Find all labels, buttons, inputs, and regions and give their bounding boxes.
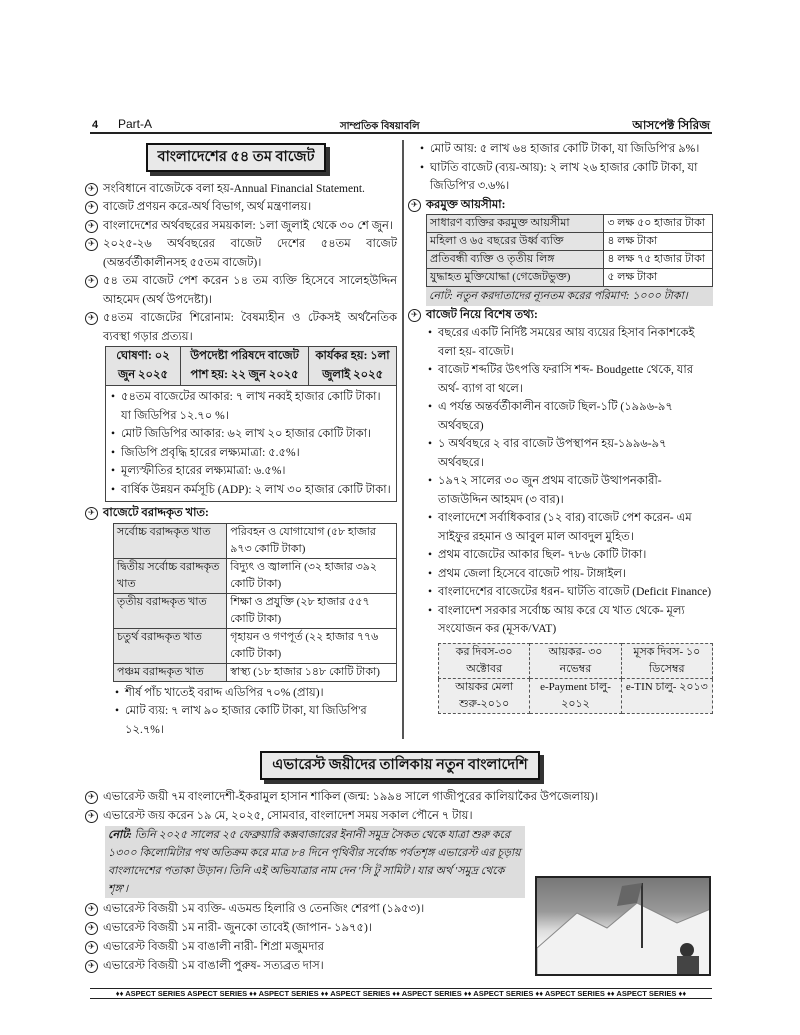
allocation-table	[113, 523, 397, 682]
budget-fact: • বার্ষিক উন্নয়ন কর্মসূচি (ADP): ২ লাখ ৩০ হাজার কোটি টাকা।	[109, 481, 393, 500]
sector-rank: চতুর্থ বরাদ্দকৃত খাত	[114, 628, 227, 663]
table-row	[114, 523, 397, 558]
table-row	[427, 233, 713, 251]
everest-title: এভারেস্ট জয়ীদের তালিকায় নতুন বাংলাদেশি	[260, 751, 539, 780]
sector-value: বিদ্যুৎ ও জ্বালানি (৩২ হাজার ৩৯২ কোটি টাকা)	[227, 558, 397, 593]
sector-value: গৃহায়ন ও গণপূর্ত (২২ হাজার ৭৭৬ কোটি টাকা)	[227, 628, 397, 663]
everest-first: ✈ এভারেস্ট বিজয়ী ১ম বাঙালী পুরুষ- সত্যব্রত দাস।	[85, 957, 525, 976]
income-point: • ঘাটতি বাজেট (ব্যয়-আয়): ২ লাখ ২৬ হাজার কোটি টাকা, যা জিডিপি'র ৩.৬%।	[418, 159, 713, 196]
tax-limit: ৪ লক্ষ টাকা	[604, 233, 713, 251]
note-text: তিনি ২০২৫ সালের ২৫ ফেব্রুয়ারি কক্সবাজারের ইনানী সমুদ্র সৈকত থেকে যাত্রা শুরু করে ১৩০০ কিলোমিটার পথ অতিক্রম করে মাত্র ৮৪ দিনে পৃথিবীর সর্বোচ্চ পর্বতশৃঙ্গ এভারেস্ট এর চূড়ায় বাংলাদেশের পতাকা উড়ান। তিনি এই অভিযাত্রার নাম দেন 'সি টু সামিট'। যার অর্থ 'সমুদ্র থেকে শৃঙ্গ'।	[108, 829, 521, 895]
budget-point: ✈ ২০২৫-২৬ অর্থবছরের বাজেট দেশের ৫৪তম বাজেট (অন্তর্বর্তীকালীনসহ ৫৫তম বাজেট)।	[85, 235, 397, 272]
budget-fact: • মোট জিডিপির আকার: ৬২ লাখ ২০ হাজার কোটি টাকা।	[109, 425, 393, 444]
budget-dates-table	[105, 346, 397, 386]
globe-icon: ✈	[85, 941, 98, 954]
table-row	[427, 215, 713, 233]
table-row	[439, 643, 713, 678]
budget-point: ✈ বাংলাদেশের অর্থবছরের সময়কাল: ১লা জুলাই থেকে ৩০ শে জুন।	[85, 217, 397, 236]
everest-first: ✈ এভারেস্ট বিজয়ী ১ম ব্যক্তি- এডমন্ড হিলারি ও তেনজিং শেরপা (১৯৫৩)।	[85, 900, 525, 919]
special-fact: • ১৯৭২ সালের ৩০ জুন প্রথম বাজেট উত্থাপনকারী- তাজউদ্দিন আহমদ (৩ বার)।	[426, 472, 713, 509]
everest-point: ✈ এভারেস্ট জয়ী ৭ম বাংলাদেশী-ইকরামুল হাসান শাকিল (জন্ম: ১৯৯৪ সালে গাজীপুরের কালিয়াকৈর উপজেলায়)।	[85, 788, 715, 807]
sector-rank: সর্বোচ্চ বরাদ্দকৃত খাত	[114, 523, 227, 558]
tax-heading: ✈ করমুক্ত আয়সীমা:	[408, 196, 713, 215]
tax-free-table	[426, 214, 713, 287]
sector-rank: পঞ্চম বরাদ্দকৃত খাত	[114, 663, 227, 681]
sector-rank: দ্বিতীয় সর্বোচ্চ বরাদ্দকৃত খাত	[114, 558, 227, 593]
taxpayer-type: মহিলা ও ৬৫ বছরের উর্ধ্ব ব্যক্তি	[427, 233, 604, 251]
budget-point: ✈ সংবিধানে বাজেটকে বলা হয়-Annual Financial Statement.	[85, 180, 397, 199]
everest-first: ✈ এভারেস্ট বিজয়ী ১ম বাঙালী নারী- শিপ্রা মজুমদার	[85, 938, 525, 957]
special-fact: • প্রথম বাজেটের আকার ছিল- ৭৮৬ কোটি টাকা।	[426, 546, 713, 565]
table-row	[427, 251, 713, 269]
columns	[85, 140, 715, 739]
budget-point: ✈ ৫৪ তম বাজেট পেশ করেন ১৪ তম ব্যক্তি হিসেবে সালেহউদ্দিন আহমেদ (অর্থ উপদেষ্টা)।	[85, 272, 397, 309]
globe-icon: ✈	[85, 201, 98, 214]
sector-value: স্বাস্থ্য (১৮ হাজার ১৪৮ কোটি টাকা)	[227, 663, 397, 681]
special-fact: • বাজেট শব্দটির উৎপত্তি ফরাসি শব্দ- Boudgette থেকে, যার অর্থ- ব্যাগ বা থলে।	[426, 361, 713, 398]
globe-icon: ✈	[85, 922, 98, 935]
everest-section	[85, 751, 715, 976]
sector-value: পরিবহন ও যোগাযোগ (৫৮ হাজার ৯৭৩ কোটি টাকা)	[227, 523, 397, 558]
column-divider	[402, 140, 404, 739]
part-label: Part-A	[118, 117, 153, 131]
days-table	[438, 643, 713, 714]
table-row	[114, 628, 397, 663]
tax-limit: ৫ লক্ষ টাকা	[604, 269, 713, 287]
budget-fact: • জিডিপি প্রবৃদ্ধি হারের লক্ষ্যমাত্রা: ৫.৫%।	[109, 444, 393, 463]
date-cell: কার্যকর হয়: ১লা জুলাই ২০২৫	[309, 347, 397, 386]
page-number: 4	[92, 119, 99, 131]
special-fact: • বাংলাদেশ সরকার সর্বোচ্চ আয় করে যে খাত থেকে- মূল্য সংযোজন কর (মূসক/VAT)	[426, 602, 713, 639]
special-fact: • বাংলাদেশে সর্বাধিকবার (১২ বার) বাজেট পেশ করেন- এম সাইফুর রহমান ও আবুল মাল আবদুল মুহিত।	[426, 509, 713, 546]
table-row	[114, 593, 397, 628]
alloc-heading: ✈ বাজেটে বরাদ্দকৃত খাত:	[85, 504, 397, 523]
tax-limit: ৩ লক্ষ ৫০ হাজার টাকা	[604, 215, 713, 233]
alloc-note: • শীর্ষ পাঁচ খাতেই বরাদ্দ এডিপির ৭০% (প্রায়)।	[113, 684, 397, 703]
globe-icon: ✈	[85, 960, 98, 973]
day-cell: মূসক দিবস- ১০ ডিসেম্বর	[621, 643, 712, 678]
globe-icon: ✈	[85, 220, 98, 233]
everest-climber-photo	[535, 876, 711, 976]
special-fact: • বাংলাদেশের বাজেটের ধরন- ঘাটতি বাজেট (Deficit Finance)	[426, 583, 713, 602]
budget-title: বাংলাদেশের ৫৪ তম বাজেট	[146, 143, 327, 172]
taxpayer-type: প্রতিবন্ধী ব্যক্তি ও তৃতীয় লিঙ্গ	[427, 251, 604, 269]
income-point: • মোট আয়: ৫ লাখ ৬৪ হাজার কোটি টাকা, যা জিডিপি'র ৯%।	[418, 140, 713, 159]
budget-fact: • মূল্যস্ফীতির হারের লক্ষ্যমাত্রা: ৬.৫%।	[109, 462, 393, 481]
day-cell: আয়কর- ৩০ নভেম্বর	[530, 643, 621, 678]
special-fact: • ১ অর্থবছরে ২ বার বাজেট উপস্থাপন হয়-১৯৯৬-৯৭ অর্থবছরে।	[426, 435, 713, 472]
everest-note	[105, 826, 525, 898]
sector-rank: তৃতীয় বরাদ্দকৃত খাত	[114, 593, 227, 628]
taxpayer-type: সাধারণ ব্যক্তির করমুক্ত আয়সীমা	[427, 215, 604, 233]
sector-value: শিক্ষা ও প্রযুক্তি (২৮ হাজার ৫৫৭ কোটি টাকা)	[227, 593, 397, 628]
table-row	[427, 269, 713, 287]
special-heading: ✈ বাজেট নিয়ে বিশেষ তথ্য:	[408, 306, 713, 325]
table-row	[439, 678, 713, 713]
globe-icon: ✈	[85, 903, 98, 916]
globe-icon: ✈	[85, 275, 98, 288]
day-cell: কর দিবস-৩০ অক্টোবর	[439, 643, 530, 678]
globe-icon: ✈	[408, 309, 421, 322]
right-column	[408, 140, 713, 739]
day-cell: আয়কর মেলা শুরু-২০১০	[439, 678, 530, 713]
globe-icon: ✈	[408, 199, 421, 212]
budget-point: ✈ ৫৪তম বাজেটের শিরোনাম: বৈষম্যহীন ও টেকসই অর্থনৈতিক ব্যবস্থা গড়ার প্রত্যয়।	[85, 309, 397, 346]
alloc-note: • মোট ব্যয়: ৭ লাখ ৯০ হাজার কোটি টাকা, যা জিডিপি'র ১২.৭%।	[113, 702, 397, 739]
table-row	[114, 663, 397, 681]
globe-icon: ✈	[85, 183, 98, 196]
footer-banner: ♦♦ ASPECT SERIES ASPECT SERIES ♦♦ ASPECT SERIES ♦♦ ASPECT SERIES ♦♦ ASPECT SERIES ♦♦ ASPECT SERIES ♦♦ ASPECT SERIES ♦♦ ASPECT SERIES ♦♦	[90, 988, 712, 999]
left-column	[85, 140, 397, 739]
budget-fact: • ৫৪তম বাজেটের আকার: ৭ লাখ নব্বই হাজার কোটি টাকা। যা জিডিপির ১২.৭০ %।	[109, 388, 393, 425]
series-title: আসপেক্ট সিরিজ	[632, 118, 710, 132]
taxpayer-type: যুদ্ধাহত মুক্তিযোদ্ধা (গেজেটভুক্ত)	[427, 269, 604, 287]
table-row	[114, 558, 397, 593]
globe-icon: ✈	[85, 507, 98, 520]
mountain-image	[537, 878, 711, 976]
special-fact: • বছরের একটি নির্দিষ্ট সময়ের আয় ব্যয়ের হিসাব নিকাশকেই বলা হয়- বাজেট।	[426, 324, 713, 361]
tax-limit: ৪ লক্ষ ৭৫ হাজার টাকা	[604, 251, 713, 269]
day-cell: e-TIN চালু- ২০১৩	[621, 678, 712, 713]
everest-first: ✈ এভারেস্ট বিজয়ী ১ম নারী- জুনকো তাবেই (জাপান- ১৯৭৫)।	[85, 919, 525, 938]
tax-note: নোট: নতুন করদাতাদের ন্যূনতম করের পরিমাণ: ১০০০ টাকা।	[426, 287, 713, 306]
globe-icon: ✈	[85, 810, 98, 823]
budget-facts-box	[105, 386, 397, 502]
globe-icon: ✈	[85, 238, 98, 251]
budget-point: ✈ বাজেট প্রণয়ন করে-অর্থ বিভাগ, অর্থ মন্ত্রণালয়।	[85, 198, 397, 217]
day-cell: e-Payment চালু- ২০১২	[530, 678, 621, 713]
special-fact: • এ পর্যন্ত অন্তর্বর্তীকালীন বাজেট ছিল-১টি (১৯৯৬-৯৭ অর্থবছরে)	[426, 398, 713, 435]
special-fact: • প্রথম জেলা হিসেবে বাজেট পায়- টাঙ্গাইল।	[426, 565, 713, 584]
page	[85, 0, 715, 1019]
note-label: নোট:	[108, 829, 132, 841]
section-title: সাম্প্রতিক বিষয়াবলি	[340, 121, 420, 132]
date-cell: উপদেষ্টা পরিষদে বাজেট পাশ হয়: ২২ জুন ২০২৫	[180, 347, 308, 386]
everest-point: ✈ এভারেস্ট জয় করেন ১৯ মে, ২০২৫, সোমবার, বাংলাদেশ সময় সকাল পৌনে ৭ টায়।	[85, 807, 715, 826]
date-cell: ঘোষণা: ০২ জুন ২০২৫	[106, 347, 181, 386]
globe-icon: ✈	[85, 791, 98, 804]
globe-icon: ✈	[85, 312, 98, 325]
page-header	[90, 117, 712, 134]
